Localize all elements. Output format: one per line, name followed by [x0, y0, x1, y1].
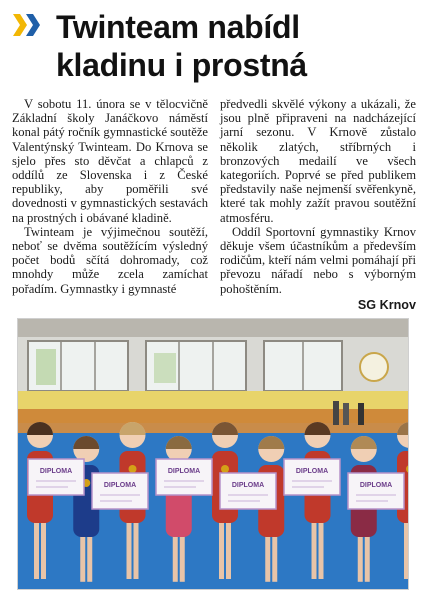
diploma [348, 473, 404, 509]
team-photo-illustration [18, 319, 408, 589]
diploma-title: DIPLOMA [359, 482, 393, 489]
article-column-left [12, 97, 208, 296]
article-paragraph: Twinteam je výjimečnou soutěží, neboť se dvěma soutěžícím výsledný počet bodů sčítá dohromady, což mnohdy může zcela zamíchat pořadím. Gymnastky i gymnasté [12, 224, 208, 296]
article-column-right [220, 97, 416, 312]
diploma-title: DIPLOMA [103, 482, 137, 489]
diploma-title: DIPLOMA [39, 468, 73, 475]
diploma [220, 473, 276, 509]
article-paragraph: předvedli skvělé výkony a ukázali, že jsou plně připraveni na nadcházející jarní sezonu. V Krnově zůstalo několik zlatých, stříbrných i bronzových medailí ve všech kategoriích. Poprvé se před publikem představily naše nejmenší svěřenkyně, které tak mohly zažít pravou soutěžní atmosféru. [220, 97, 416, 225]
article-paragraph: V sobotu 11. února se v tělocvičně Základní školy Janáčkovo náměstí konal pátý ročník gymnastické soutěže Valentýnský Twinteam. Do Krnova se sjelo přes sto děvčat a chlapců z oddílů ze Slovenska i z České republiky, aby poměřili své dovednosti v gymnastických sestavách na prostných i obávané kladině. [12, 97, 208, 225]
chevron-logo-icon [13, 14, 43, 36]
medal-icon [221, 465, 229, 473]
diploma-title: DIPLOMA [167, 468, 201, 475]
diploma [156, 459, 212, 495]
diploma-title: DIPLOMA [295, 468, 329, 475]
team-photo [17, 318, 409, 590]
diploma [284, 459, 340, 495]
gym-windows [28, 341, 342, 391]
article-paragraph: Oddíl Sportovní gymnastiky Krnov děkuje všem účastníkům a především rodičům, kteří nám velmi pomáhají při převozu nářadí nebo s výborným pohoštěním. [220, 224, 416, 296]
article-headline [56, 8, 416, 84]
diploma [28, 459, 84, 495]
medal-icon [129, 465, 137, 473]
headline-line-2: kladinu i prostná [56, 47, 307, 83]
diploma-title: DIPLOMA [231, 482, 265, 489]
diploma [92, 473, 148, 509]
wall-clock-icon [360, 353, 388, 381]
article-signature: SG Krnov [357, 297, 416, 312]
headline-line-1: Twinteam nabídl [56, 9, 300, 45]
